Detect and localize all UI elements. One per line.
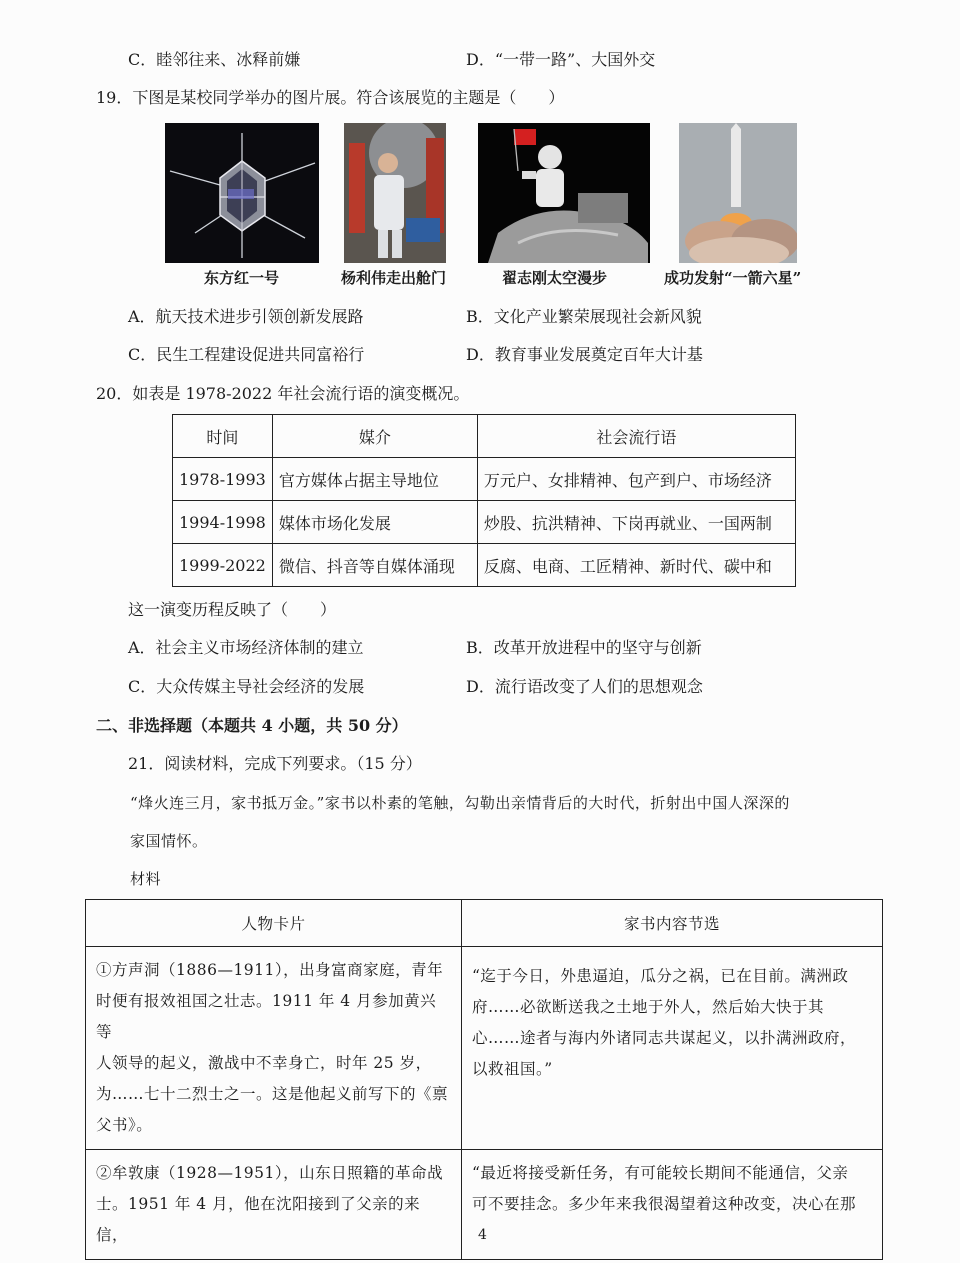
rocket-launch-photo [679,123,797,263]
header-person-card: 人物卡片 [86,900,462,947]
caption-satellite: 东方红一号 [204,269,280,287]
caption-rocket-launch: 成功发射“一箭六星” [664,269,802,287]
satellite-photo [165,123,319,263]
header-letter-excerpt: 家书内容节选 [462,900,883,947]
cell-time: 1994-1998 [173,501,273,544]
q21-intro-line2: 家国情怀。 [130,832,208,850]
table-row [173,458,796,501]
header-slang: 社会流行语 [477,415,795,458]
header-media: 媒介 [272,415,477,458]
text-line: 人领导的起义，激战中不幸身亡，时年 25 岁， [96,1054,432,1072]
table-row [86,1150,883,1260]
q19-option-d: D．教育事业发展奠定百年大计基 [466,345,703,364]
q20-option-d: D．流行语改变了人们的思想观念 [466,677,703,696]
cell-person-fang [86,947,462,1150]
slang-evolution-table [172,414,796,587]
section-title: 二、非选择题（本题共 4 小题，共 50 分） [96,716,408,735]
text-line: 士。1951 年 4 月，他在沈阳接到了父亲的来信， [96,1195,421,1244]
q19-option-c: C．民生工程建设促进共同富裕行 [128,345,365,364]
cell-slang: 炒股、抗洪精神、下岗再就业、一国两制 [477,501,795,544]
cell-time: 1999-2022 [173,544,273,587]
q20-option-b: B．改革开放进程中的坚守与创新 [466,638,702,657]
cell-letter-fang [462,947,883,1150]
text-line: “迄于今日，外患逼迫，瓜分之祸，已在目前。满洲政 [472,967,849,985]
text-line: 时便有报效祖国之壮志。1911 年 4 月参加黄兴等 [96,992,437,1041]
cell-slang: 万元户、女排精神、包产到户、市场经济 [477,458,795,501]
page-number: 4 [478,1227,487,1243]
table-row [173,501,796,544]
cell-media: 媒体市场化发展 [272,501,477,544]
q20-option-c: C．大众传媒主导社会经济的发展 [128,677,365,696]
q21-intro-line1: “烽火连三月，家书抵万金。”家书以朴素的笔触，勾勒出亲情背后的大时代，折射出中国人深深的 [130,794,790,812]
cell-person-mou [86,1150,462,1260]
table-row [173,544,796,587]
q18-option-d: D．“一带一路”、大国外交 [466,50,656,69]
text-line: ②牟敦康（1928—1951），山东日照籍的革命战 [96,1164,444,1182]
table-header-row [173,415,796,458]
caption-astronaut-exit: 杨利伟走出舱门 [341,269,447,287]
table-header-row [86,900,883,947]
text-line: 以救祖国。” [472,1060,553,1078]
spacewalk-photo [478,123,650,263]
astronaut-exit-photo [344,123,446,263]
cell-time: 1978-1993 [173,458,273,501]
q19-option-a: A．航天技术进步引领创新发展路 [128,307,364,326]
q21-material-label: 材料 [130,870,162,888]
q20-stem: 20．如表是 1978-2022 年社会流行语的演变概况。 [96,384,470,403]
q21-stem: 21．阅读材料，完成下列要求。（15 分） [128,754,422,773]
cell-letter-mou [462,1150,883,1260]
text-line: ①方声洞（1886—1911），出身富商家庭，青年 [96,961,444,979]
text-line: 可不要挂念。多少年来我很渴望着这种改变，决心在那 [472,1195,857,1213]
text-line: “最近将接受新任务，有可能较长期间不能通信，父亲 [472,1164,849,1182]
text-line: 为……七十二烈士之一。这是他起义前写下的《禀 [96,1085,449,1103]
cell-media: 微信、抖音等自媒体涌现 [272,544,477,587]
cell-media: 官方媒体占据主导地位 [272,458,477,501]
q20-question: 这一演变历程反映了（ ） [128,600,337,619]
q19-stem: 19．下图是某校同学举办的图片展。符合该展览的主题是（ ） [96,88,565,107]
header-time: 时间 [173,415,273,458]
q20-option-a: A．社会主义市场经济体制的建立 [128,638,364,657]
table-row [86,947,883,1150]
letters-table [85,899,883,1260]
text-line: 府……必欲断送我之土地于外人，然后始大快于其 [472,998,825,1016]
cell-slang: 反腐、电商、工匠精神、新时代、碳中和 [477,544,795,587]
text-line: 心……途者与海内外诸同志共谋起义，以扑满洲政府， [472,1029,857,1047]
text-line: 父书》。 [96,1116,153,1134]
q19-option-b: B．文化产业繁荣展现社会新风貌 [466,307,702,326]
caption-spacewalk: 翟志刚太空漫步 [502,269,608,287]
q18-option-c: C．睦邻往来、冰释前嫌 [128,50,301,69]
